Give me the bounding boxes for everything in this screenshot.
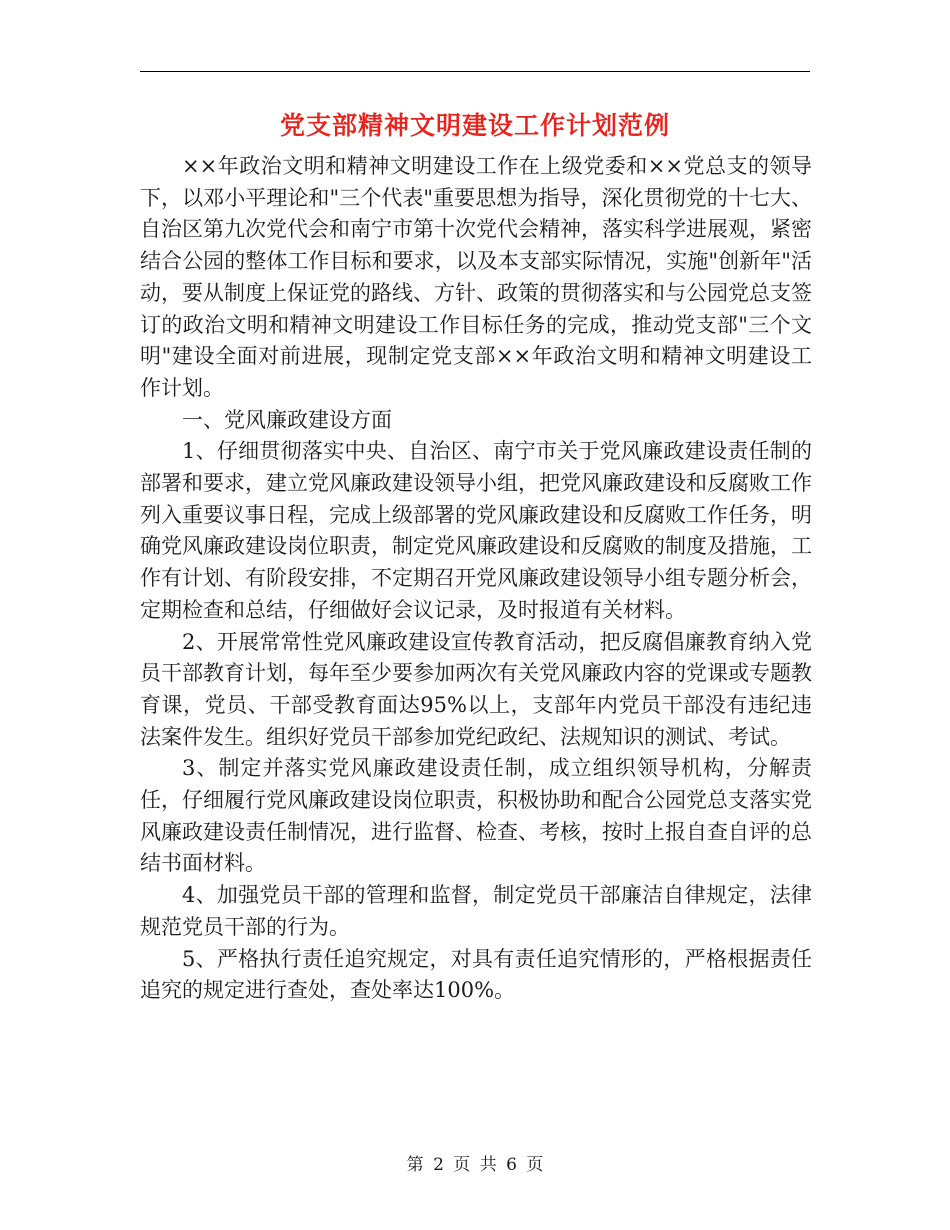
body-paragraph: 4、加强党员干部的管理和监督，制定党员干部廉洁自律规定，法律规范党员干部的行为。 [140,883,812,939]
intro-paragraph: ××年政治文明和精神文明建设工作在上级党委和××党总支的领导下，以邓小平理论和"三个代表"重要思想为指导，深化贯彻党的十七大、自治区第九次党代会和南宁市第十次党代会精神，落实科学进展观，紧密结合公园的整体工作目标和要求，以及本支部实际情况，实施"创新年"活动，要从制度上保证党的路线、方针、政策的贯彻落实和与公园党总支签订的政治文明和精神文明建设工作目标任务的完成，推动党支部"三个文明"建设全面对前进展，现制定党支部××年政治文明和精神文明建设工作计划。 [140,154,812,400]
document-title: 党支部精神文明建设工作计划范例 [279,111,670,140]
section-heading: 一、党风廉政建设方面 [182,407,392,432]
body-paragraph: 1、仔细贯彻落实中央、自治区、南宁市关于党风廉政建设责任制的部署和要求，建立党风廉政建设领导小组，把党风廉政建设和反腐败工作列入重要议事日程，完成上级部署的党风廉政建设和反腐败工作任务，明确党风廉政建设岗位职责，制定党风廉政建设和反腐败的制度及措施，工作有计划、有阶段安排，不定期召开党风廉政建设领导小组专题分析会，定期检查和总结，仔细做好会议记录，及时报道有关材料。 [140,439,812,622]
body-paragraph: 2、开展常常性党风廉政建设宣传教育活动，把反腐倡廉教育纳入党员干部教育计划，每年至少要参加两次有关党风廉政内容的党课或专题教育课，党员、干部受教育面达95%以上，支部年内党员干部没有违纪违法案件发生。组织好党员干部参加党纪政纪、法规知识的测试、考试。 [140,629,812,749]
body-paragraph: 3、制定并落实党风廉政建设责任制，成立组织领导机构，分解责任，仔细履行党风廉政建设岗位职责，积极协助和配合公园党总支落实党风廉政建设责任制情况，进行监督、检查、考核，按时上报自查自评的总结书面材料。 [140,756,812,876]
document-body [140,151,812,1007]
body-paragraph: 5、严格执行责任追究规定，对具有责任追究情形的，严格根据责任追究的规定进行查处，查处率达100%。 [140,946,812,1003]
page-number: 第 2 页 共 6 页 [406,1155,544,1175]
header-rule [140,71,810,72]
